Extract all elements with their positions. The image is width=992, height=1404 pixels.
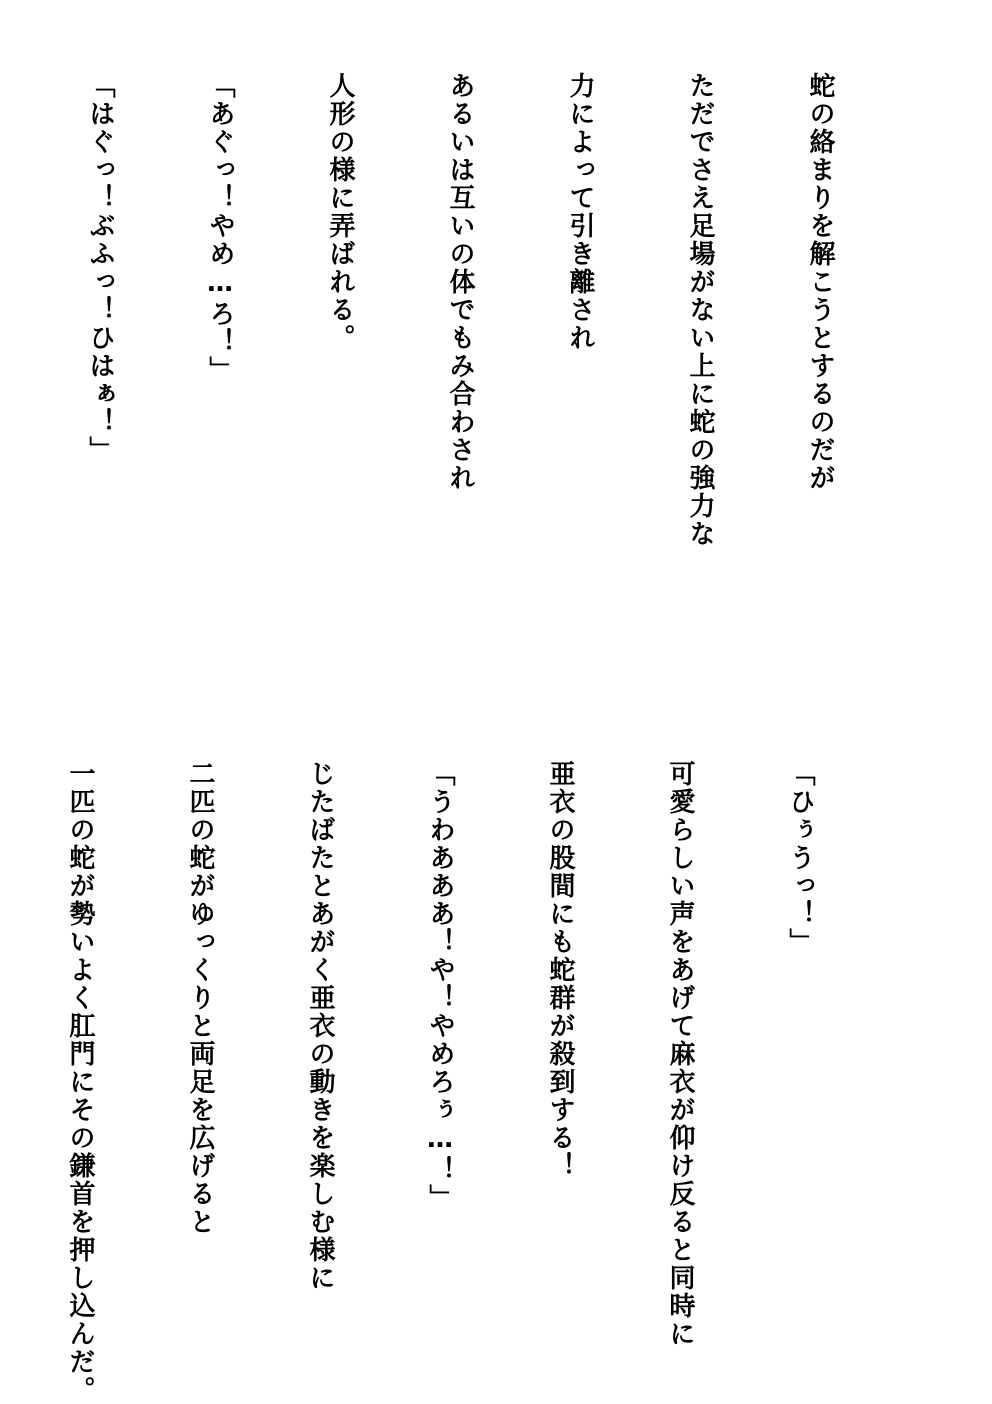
text-column: じたばたとあがく亜衣の動きを楽しむ様に [305, 760, 335, 1292]
text-column: 「ひぅうっ！」 [785, 760, 815, 956]
text-column: 可愛らしい声をあげて麻衣が仰け反ると同時に [665, 760, 695, 1348]
text-column: 「はぐっ！ぶふっ！ひはぁ！」 [85, 72, 115, 464]
text-column: 「あぐっ！やめ…ろ！」 [205, 72, 235, 384]
text-column: ただでさえ足場がない上に蛇の強力な [685, 72, 715, 548]
text-block-top [0, 72, 920, 712]
text-block-bottom [0, 760, 900, 1404]
text-column: 「うわあああ！や！やめろぅ…！」 [425, 760, 455, 1212]
text-column: 亜衣の股間にも蛇群が殺到する！ [545, 760, 575, 1180]
text-column: あるいは互いの体でもみ合わされ [445, 72, 475, 492]
text-column: 力によって引き離され [565, 72, 595, 352]
text-column: 蛇の絡まりを解こうとするのだが [805, 72, 835, 492]
text-column: 人形の様に弄ばれる。 [325, 72, 355, 352]
text-column: 一匹の蛇が勢いよく肛門にその鎌首を押し込んだ。 [65, 760, 95, 1404]
text-column: 二匹の蛇がゆっくりと両足を広げると [185, 760, 215, 1236]
